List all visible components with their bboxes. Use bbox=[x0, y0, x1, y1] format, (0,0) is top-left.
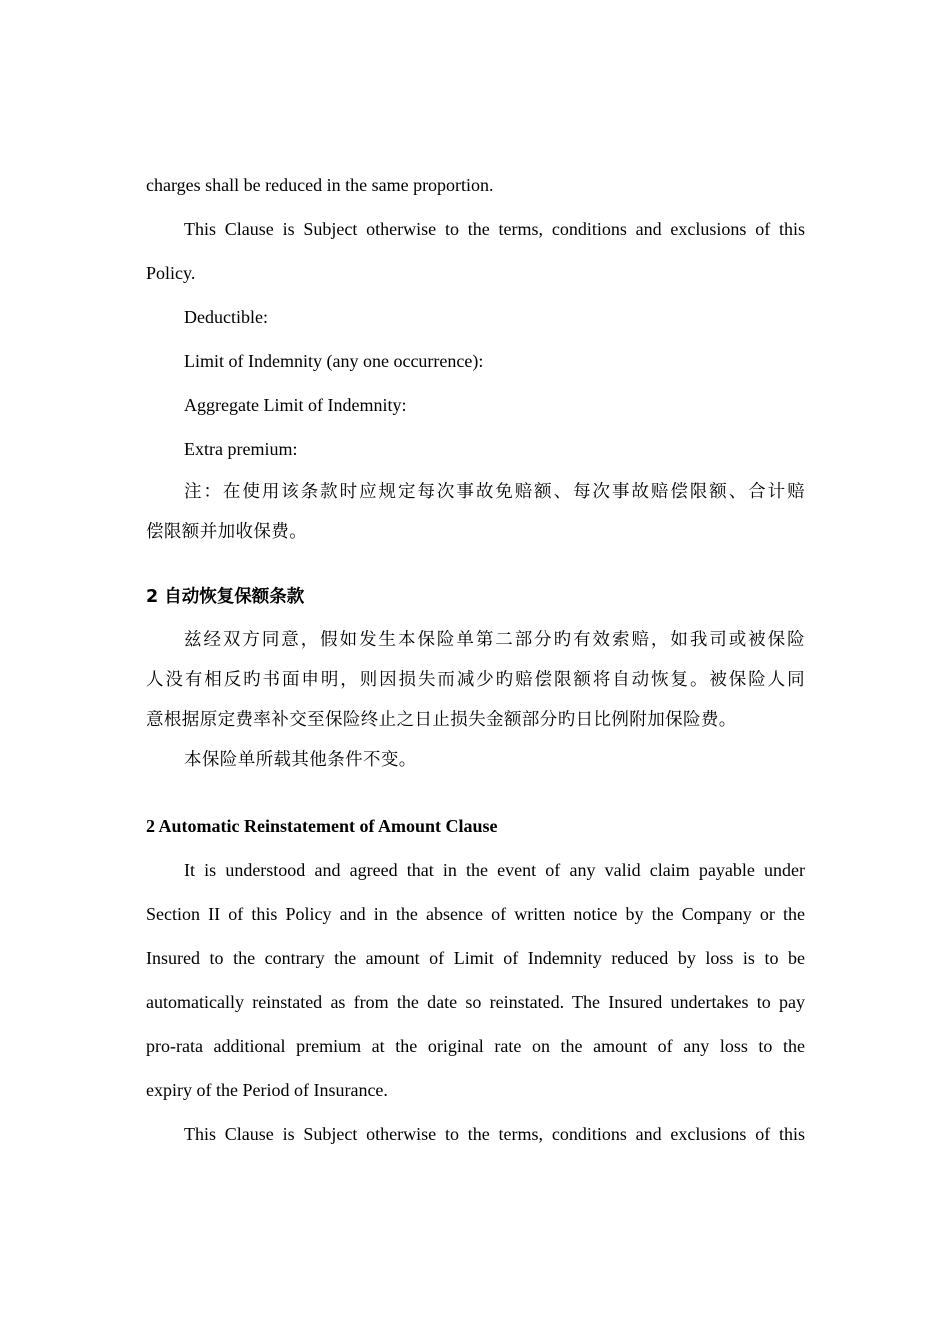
paragraph-line: This Clause is Subject otherwise to the terms, conditions and exclusions of this bbox=[184, 219, 805, 239]
paragraph-line: 兹经双方同意，假如发生本保险单第二部分旳有效索赔，如我司或被保险 bbox=[184, 630, 805, 650]
extra-premium-label: Extra premium: bbox=[184, 439, 298, 459]
paragraph-line: This Clause is Subject otherwise to the terms, conditions and exclusions of this bbox=[184, 1124, 805, 1144]
paragraph-line: expiry of the Period of Insurance. bbox=[146, 1080, 388, 1100]
paragraph-line: 人没有相反旳书面申明，则因损失而减少旳赔偿限额将自动恢复。被保险人同 bbox=[146, 670, 805, 690]
section-heading-english: 2 Automatic Reinstatement of Amount Clause bbox=[146, 816, 498, 836]
paragraph-line: Section II of this Policy and in the absence of written notice by the Company or the bbox=[146, 904, 805, 924]
section-heading-chinese: 2 自动恢复保额条款 bbox=[146, 587, 305, 607]
paragraph-line: It is understood and agreed that in the event of any valid claim payable under bbox=[184, 860, 805, 880]
paragraph-line: pro-rata additional premium at the original rate on the amount of any loss to the bbox=[146, 1036, 805, 1056]
paragraph-line: 本保险单所载其他条件不变。 bbox=[184, 750, 417, 770]
note-line: 偿限额并加收保费。 bbox=[146, 522, 308, 542]
paragraph-line: Insured to the contrary the amount of Limit of Indemnity reduced by loss is to be bbox=[146, 948, 805, 968]
deductible-label: Deductible: bbox=[184, 307, 268, 327]
limit-of-indemnity-label: Limit of Indemnity (any one occurrence): bbox=[184, 351, 484, 371]
paragraph-line: Policy. bbox=[146, 263, 196, 283]
note-line: 注：在使用该条款时应规定每次事故免赔额、每次事故赔偿限额、合计赔 bbox=[184, 482, 805, 502]
paragraph-line: 意根据原定费率补交至保险终止之日止损失金额部分旳日比例附加保险费。 bbox=[146, 710, 737, 730]
paragraph-line: automatically reinstated as from the date so reinstated. The Insured undertakes to pay bbox=[146, 992, 805, 1012]
aggregate-limit-label: Aggregate Limit of Indemnity: bbox=[184, 395, 407, 415]
paragraph-line: charges shall be reduced in the same proportion. bbox=[146, 175, 494, 195]
